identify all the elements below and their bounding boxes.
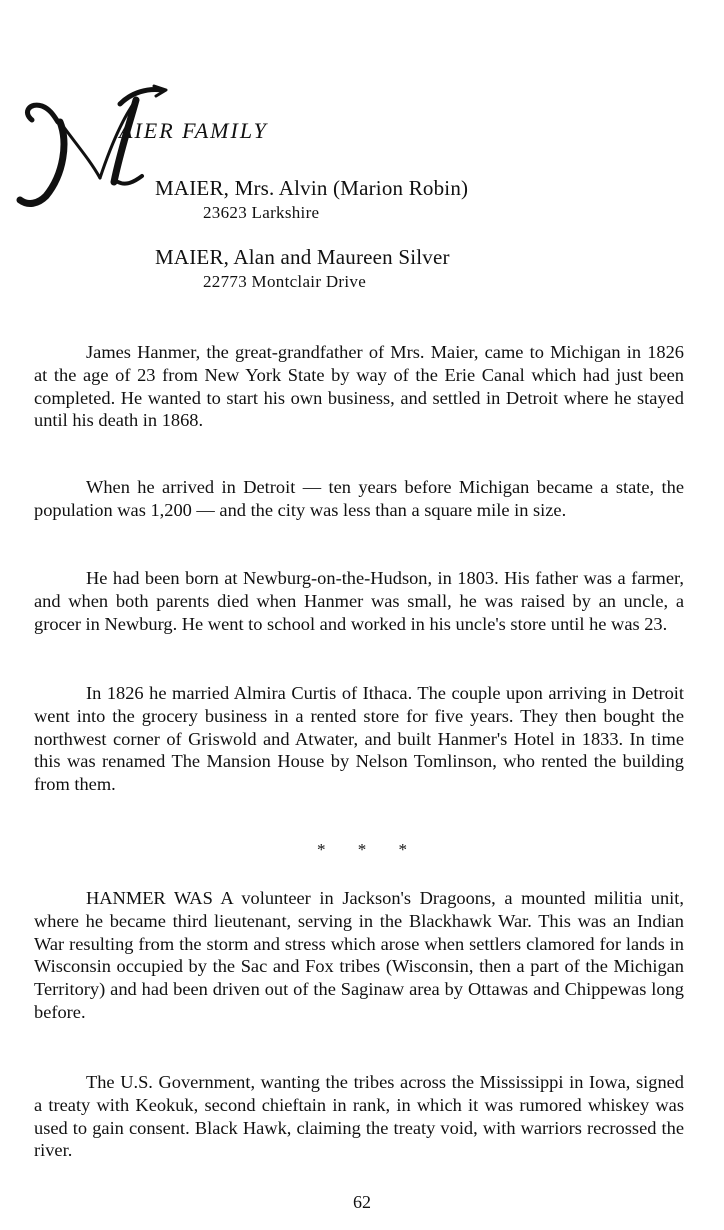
drop-cap-m: [16, 82, 176, 214]
entry-address: 22773 Montclair Drive: [203, 272, 367, 291]
entry-name: MAIER, Mrs. Alvin (Marion Robin): [155, 176, 469, 200]
body-paragraph: HANMER WAS A volunteer in Jackson's Dragoons, a mounted militia unit, where he became third lieutenant, serving in the Blackhawk War. This was an Indian War resulting from the storm and stress which arose when settlers clamored for lands in Wisconsin occupied by the Sac and Fox tribes (Wisconsin, then a part of the Michigan Territory) and had been driven out of the Saginaw area by Ottawas and Chippewas long before.: [34, 888, 684, 1022]
body-paragraph: The U.S. Government, wanting the tribes across the Mississippi in Iowa, signed a treaty with Keokuk, second chieftain in rank, in which it was rumored whiskey was used to gain consent. Black Hawk, claiming the treaty void, with warriors recrossed the river.: [34, 1072, 684, 1161]
body-paragraph: James Hanmer, the great-grandfather of Mrs. Maier, came to Michigan in 1826 at the age of 23 from New York State by way of the Erie Canal which had just been completed. He wanted to start his own business, and settled in Detroit where he stayed until his death in 1868.: [34, 342, 684, 431]
page-number: 62: [353, 1192, 371, 1212]
body-paragraph: He had been born at Newburg-on-the-Hudson, in 1803. His father was a farmer, and when both parents died when Hanmer was small, he was raised by an uncle, a grocer in Newburg. He went to school and worked in his uncle's store until he was 23.: [34, 568, 684, 634]
section-break: * * *: [317, 840, 421, 859]
entry-name: MAIER, Alan and Maureen Silver: [155, 245, 450, 269]
body-paragraph: When he arrived in Detroit — ten years before Michigan became a state, the population was 1,200 — and the city was less than a square mile in size.: [34, 477, 684, 520]
entry-address: 23623 Larkshire: [203, 203, 320, 222]
family-title: AIER FAMILY: [119, 118, 268, 143]
body-paragraph: In 1826 he married Almira Curtis of Ithaca. The couple upon arriving in Detroit went into the grocery business in a rented store for five years. They then bought the northwest corner of Griswold and Atwater, and built Hanmer's Hotel in 1833. In time this was renamed The Mansion House by Nelson Tomlinson, who rented the building from them.: [34, 683, 684, 795]
